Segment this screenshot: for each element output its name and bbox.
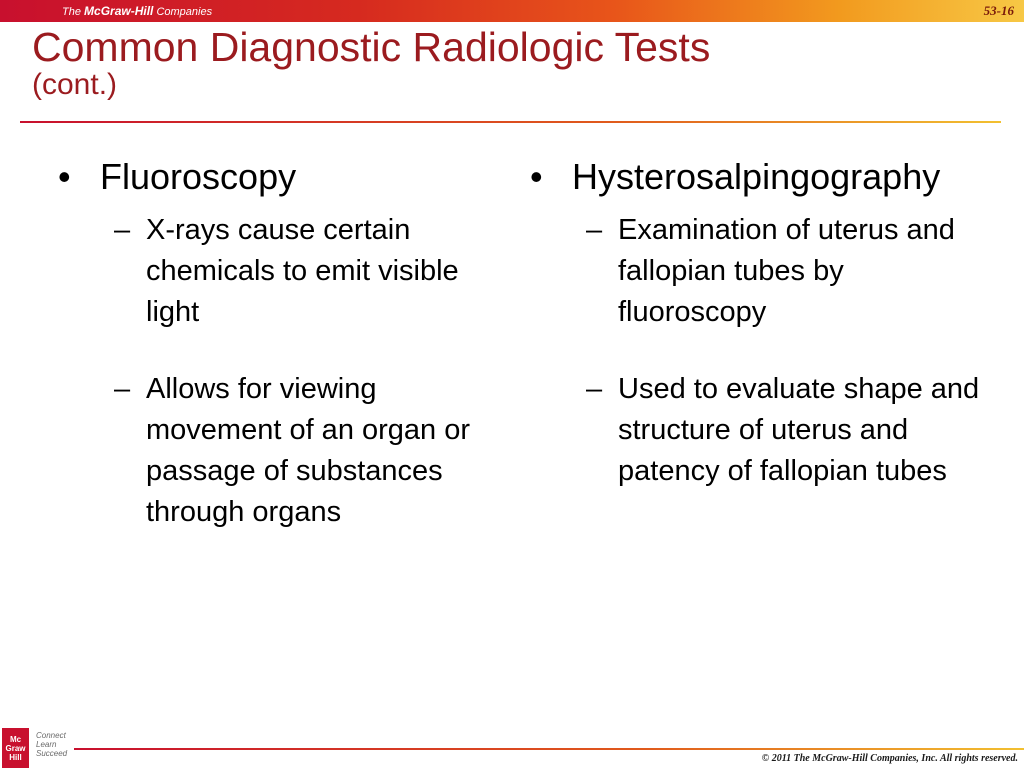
slide-title: Common Diagnostic Radiologic Tests [32,24,711,70]
sub-bullet-text: Examination of uterus and fallopian tubes by fluoroscopy [618,214,955,328]
logo-tagline [32,731,67,758]
publisher-brand [62,4,212,18]
tagline-succeed: Succeed [36,749,68,758]
dash-icon: – [114,214,131,246]
right-column [530,156,1000,528]
sub-bullet-list [114,210,498,533]
dash-icon: – [114,373,131,405]
sub-bullet [586,369,1000,492]
sub-bullet [114,369,498,533]
mcgraw-hill-logo: Mc Graw Hill [2,728,29,768]
left-column [58,156,498,569]
sub-bullet-text: Used to evaluate shape and structure of uterus and patency of fallopian tubes [618,373,980,487]
bullet-heading: Hysterosalpingography [572,156,941,197]
brand-name: McGraw-Hill [84,4,154,18]
slide-subtitle: (cont.) [32,68,118,101]
title-divider [20,121,1001,123]
brand-bar [0,0,1024,22]
bullet-dot-icon: • [530,156,543,197]
brand-prefix: The [62,6,81,18]
sub-bullet-text: Allows for viewing movement of an organ or passage of substances through organs [146,373,471,528]
tagline-learn: Learn [36,740,57,749]
dash-icon: – [586,373,603,405]
bullet-heading: Fluoroscopy [100,156,297,197]
bullet-dot-icon: • [58,156,71,197]
sub-bullet [586,210,1000,333]
sub-bullet-list [586,210,1000,492]
slide-title-block [32,22,710,100]
dash-icon: – [586,214,603,246]
slide-number: 53-16 [983,3,1014,18]
footer-divider [74,748,1024,750]
brand-suffix: Companies [156,6,213,18]
bullet-fluoroscopy [58,156,498,198]
sub-bullet [114,210,498,333]
bullet-hysterosalpingography [530,156,1000,198]
copyright-notice: © 2011 The McGraw-Hill Companies, Inc. All rights reserved. [761,753,1018,764]
sub-bullet-text: X-rays cause certain chemicals to emit visible light [146,214,459,328]
tagline-connect: Connect [36,731,66,740]
